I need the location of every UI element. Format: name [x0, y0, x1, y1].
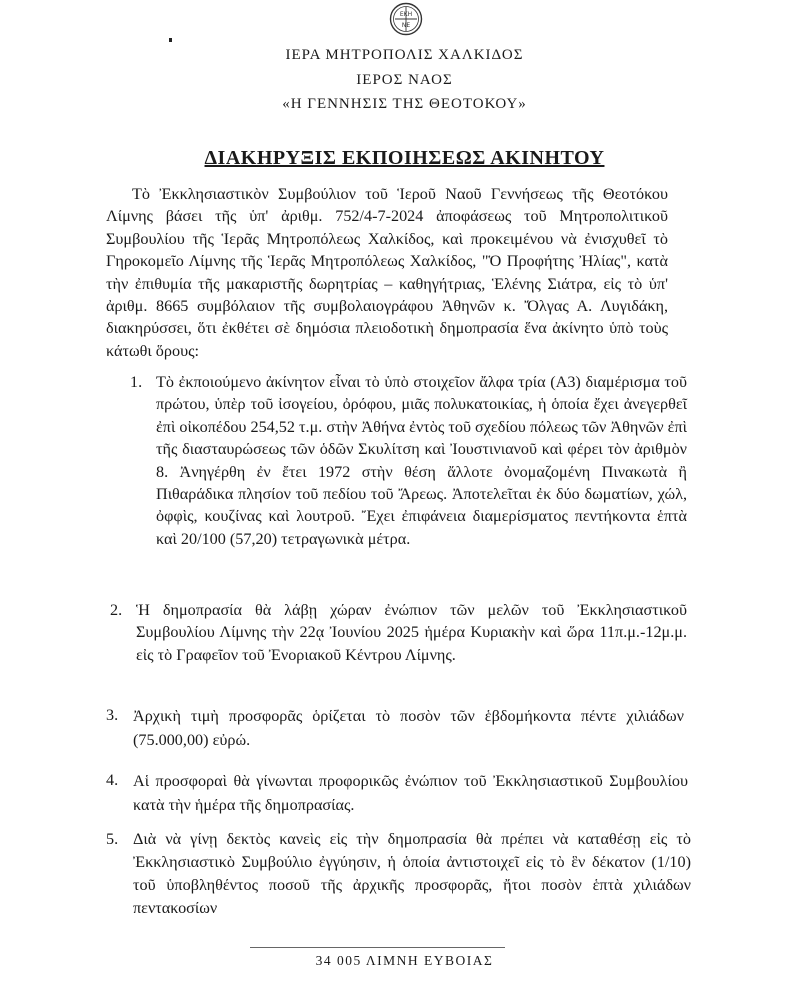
list-item-text: Ἀρχικὴ τιμὴ προσφορᾶς ὁρίζεται τὸ ποσὸν τῶν ἑβδομήκοντα πέντε χιλιάδων (75.000,00) εὐρώ.: [133, 707, 684, 749]
scan-mark: [169, 38, 172, 42]
footer-divider: [250, 947, 505, 948]
list-item-text: Ἡ δημοπρασία θὰ λάβῃ χώραν ἐνώπιον τῶν μελῶν τοῦ Ἐκκλησιαστικοῦ Συμβουλίου Λίμνης τὴν 22ᾳ Ἰουνίου 2025 ἡμέρα Κυριακὴν καὶ ὥρα 11π.μ.-12μ.μ. εἰς τὸ Γραφεῖον τοῦ Ἐνοριακοῦ Κέντρου Λίμνης.: [136, 601, 687, 664]
header-metropolis: ΙΕΡΑ ΜΗΤΡΟΠΟΛΙΣ ΧΑΛΚΙΔΟΣ: [285, 47, 524, 63]
list-item-text: Τὸ ἐκποιούμενο ἀκίνητον εἶναι τὸ ὑπὸ στοιχεῖον ἄλφα τρία (Α3) διαμέρισμα τοῦ πρώτου, ὑπὲρ τοῦ ἰσογείου, ὀρόφου, μιᾶς πολυκατοικίας, ἡ ὁποία ἔχει ἀνεγερθεῖ ἐπὶ οἰκοπέδου 254,52 τ.μ. στὴν Ἀθήνα ἐντὸς τοῦ σχεδίου πόλεως τῶν Ἀθηνῶν ἐπὶ τῆς διασταυρώσεως τῶν ὁδῶν Σκυλίτση καὶ Ἰουστινιανοῦ καὶ φέρει τὸν ἀριθμὸν 8. Ἀνηγέρθη ἐν ἔτει 1972 στὴν θέση ἄλλοτε ὀνομαζομένη Πινακωτὰ ἢ Πιθαράδικα πλησίον τοῦ πεδίου τοῦ Ἄρεως. Ἀποτελεῖται ἐκ δύο δωματίων, χώλ, ὀφφὶς, κουζίνας καὶ λουτροῦ. Ἔχει ἐπιφάνεια διαμερίσματος πεντήκοντα ἑπτὰ καὶ 20/100 (57,20) τετραγωνικὰ μέτρα.: [156, 373, 687, 548]
header-church: ΙΕΡΟΣ ΝΑΟΣ: [356, 72, 453, 88]
svg-text:ΕΚΗ: ΕΚΗ: [399, 11, 413, 18]
intro-paragraph: [106, 183, 668, 362]
document-title: ΔΙΑΚΗΡΥΞΙΣ ΕΚΠΟΙΗΣΕΩΣ ΑΚΙΝΗΤΟΥ: [204, 147, 605, 169]
intro-text: Τὸ Ἐκκλησιαστικὸν Συμβούλιον τοῦ Ἱεροῦ Ναοῦ Γεννήσεως τῆς Θεοτόκου Λίμνης βάσει τῆς ὑπ' ἀριθμ. 752/4-7-2024 ἀποφάσεως τοῦ Μητροπολιτικοῦ Συμβουλίου τῆς Ἱερᾶς Μητροπόλεως Χαλκίδος, καὶ προκειμένου νὰ ἐνισχυθεῖ τὸ Γηροκομεῖο Λίμνης τῆς Ἱερᾶς Μητροπόλεως Χαλκίδος, "Ὁ Προφήτης Ἠλίας", κατὰ τὴν ἐπιθυμία τῆς μακαριστῆς δωρητρίας – καθηγήτριας, Ἑλένης Σιάτρα, εἰς τὸ ὑπ' ἀριθμ. 8665 συμβόλαιον τῆς συμβολαιογράφου Ἀθηνῶν κ. Ὄλγας Α. Λυγιδάκη, διακηρύσσει, ὅτι ἐκθέτει σὲ δημόσια πλειοδοτικὴ δημοπρασία ἕνα ἀκίνητο ὑπὸ τοὺς κάτωθι ὅρους:: [106, 185, 668, 360]
list-item-text: Αἱ προσφοραὶ θὰ γίνωνται προφορικῶς ἐνώπιον τοῦ Ἐκκλησιαστικοῦ Συμβουλίου κατὰ τὴν ἡμέρα τῆς δημοπρασίας.: [133, 772, 688, 814]
church-seal-icon: [389, 2, 423, 36]
list-item-number: 3.: [106, 706, 119, 724]
header-church-name: «Η ΓΕΝΝΗΣΙΣ ΤΗΣ ΘΕΟΤΟΚΟΥ»: [282, 96, 527, 112]
svg-text:ΝΕ: ΝΕ: [401, 22, 411, 29]
list-item-number: 1.: [130, 373, 143, 391]
list-item-number: 2.: [110, 601, 123, 619]
list-item-text: Διὰ νὰ γίνῃ δεκτὸς κανεὶς εἰς τὴν δημοπρασία θὰ πρέπει νὰ καταθέσῃ εἰς τὸ Ἐκκλησιαστικὸ Συμβούλιο ἐγγύησιν, ἡ ὁποία ἀντιστοιχεῖ εἰς τὸ ἓν δέκατον (1/10) τοῦ ὑποβληθέντος ποσοῦ τῆς ἀρχικῆς προσφορᾶς, ἤτοι ποσὸν ἑπτὰ χιλιάδων πεντακοσίων: [133, 830, 691, 917]
footer-address: 34 005 ΛΙΜΝΗ ΕΥΒΟΙΑΣ: [315, 953, 494, 968]
list-item-number: 5.: [106, 830, 119, 848]
list-item-number: 4.: [106, 771, 119, 789]
